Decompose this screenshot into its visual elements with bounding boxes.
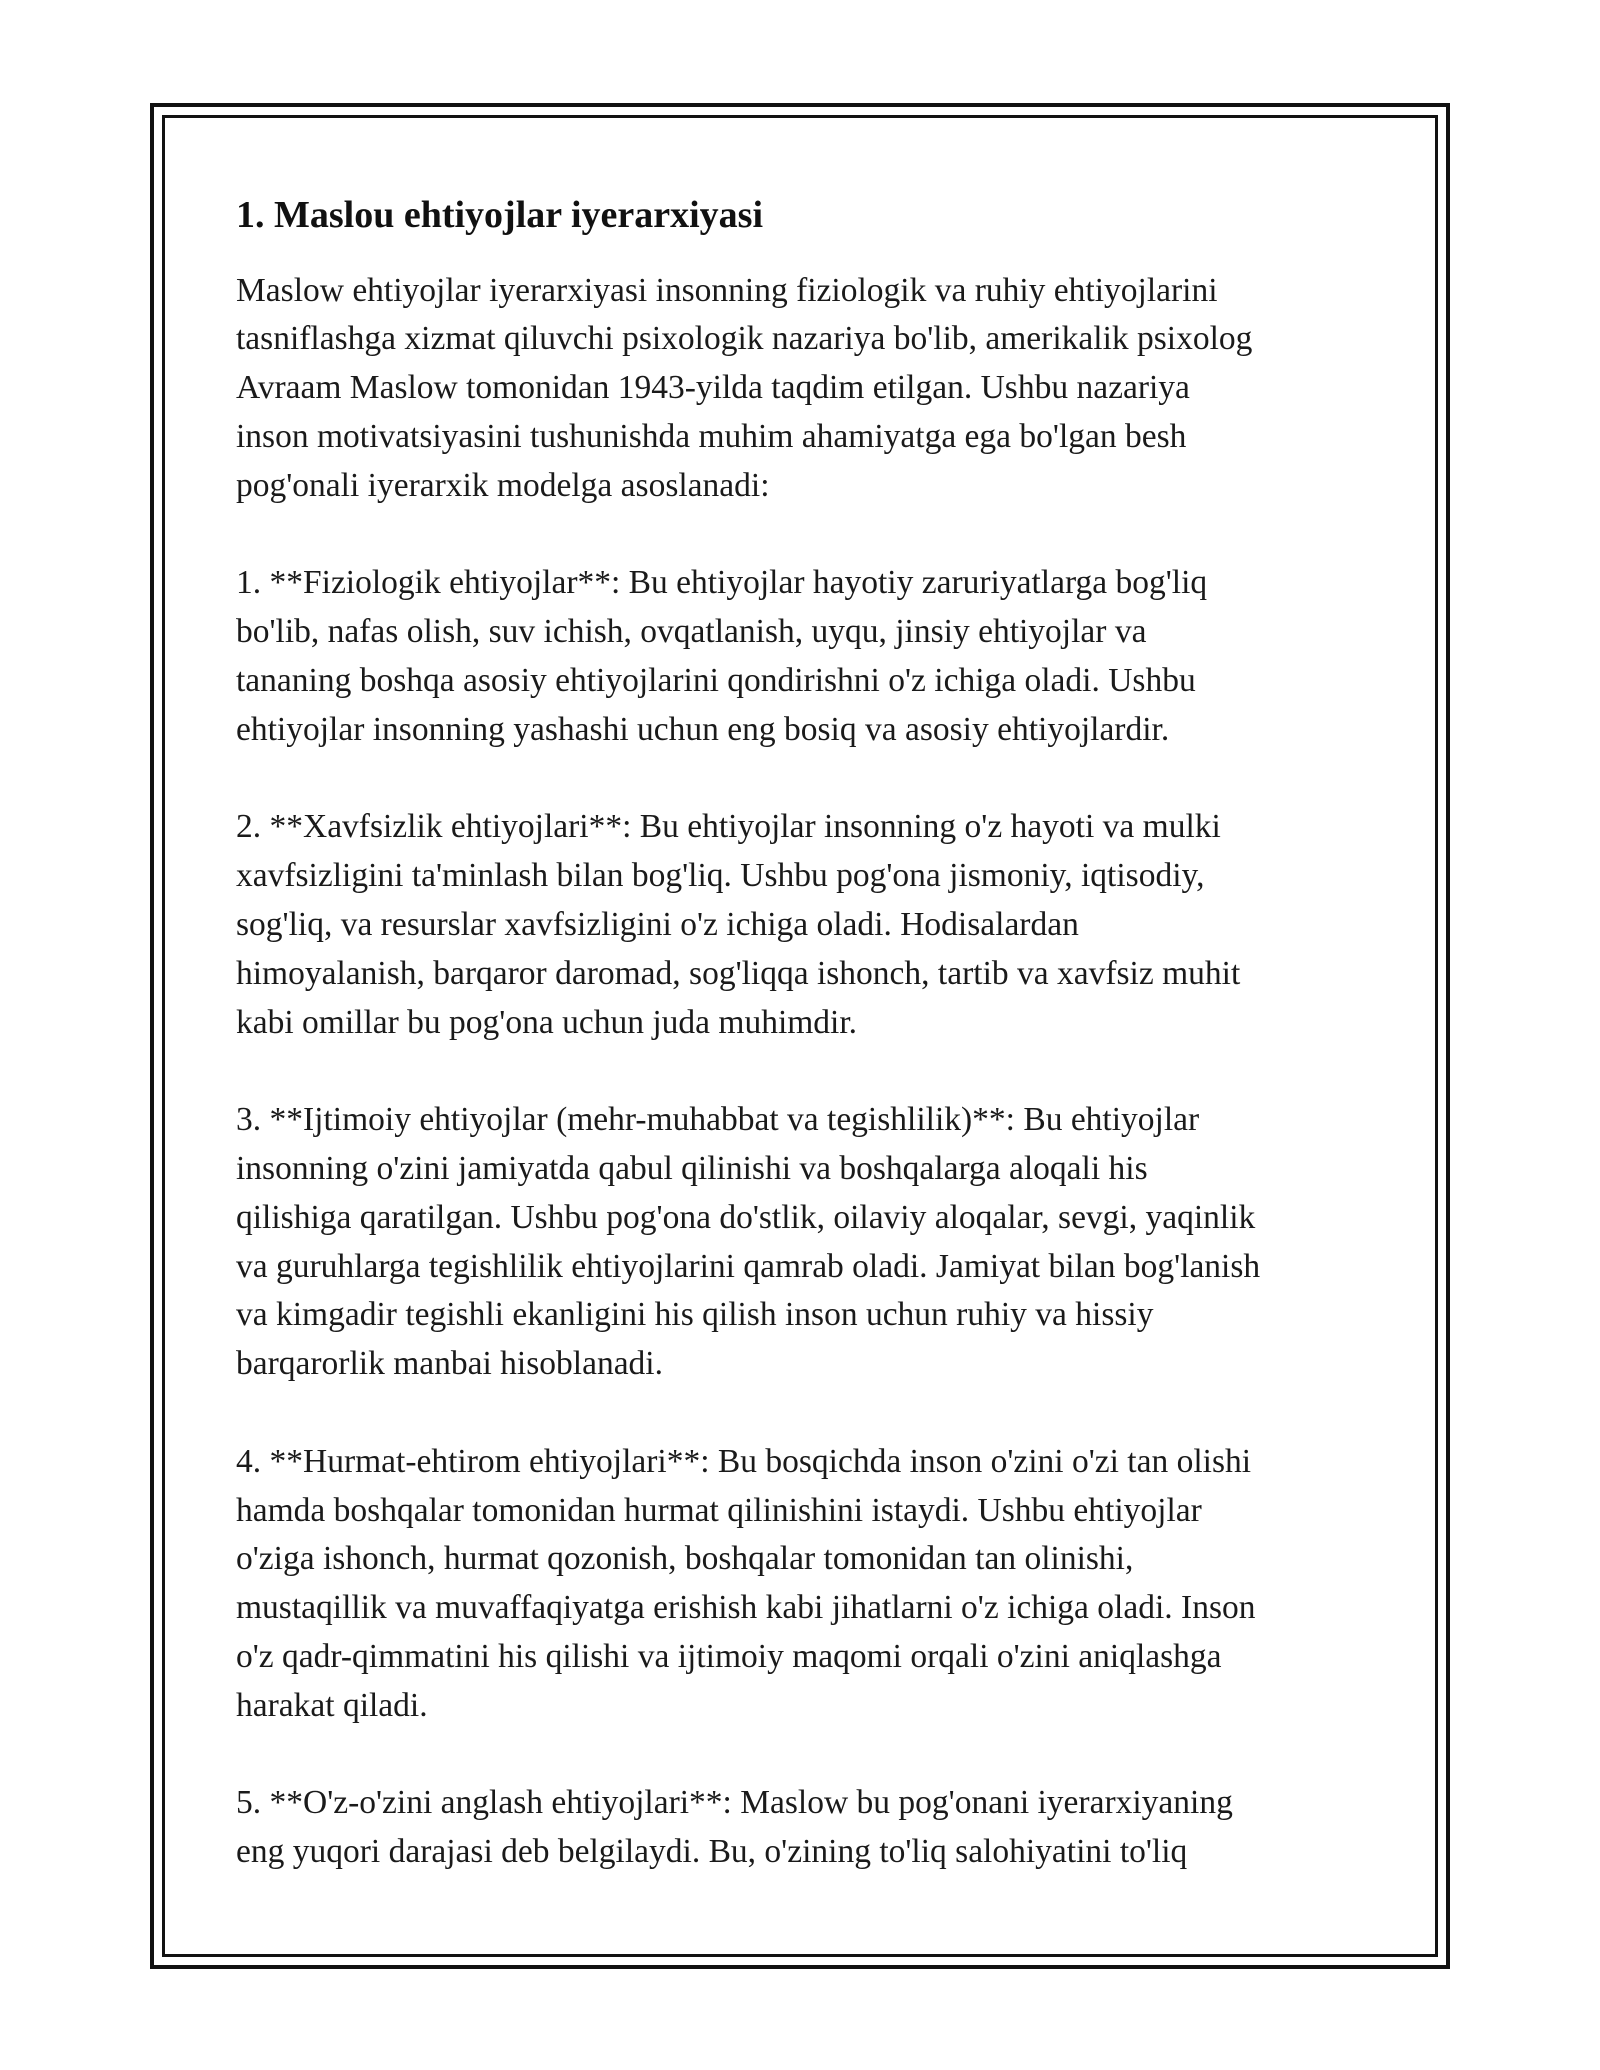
paragraph-line: pog'onali iyerarxik modelga asoslanadi:	[236, 466, 770, 504]
paragraph-line: tasniflashga xizmat qiluvchi psixologik nazariya bo'lib, amerikalik psixolog	[236, 320, 1253, 358]
paragraph-line: tananing boshqa asosiy ehtiyojlarini qondirishni o'z ichiga oladi. Ushbu	[236, 661, 1196, 699]
paragraph-list	[236, 267, 1376, 1877]
paragraph-line: inson motivatsiyasini tushunishda muhim ahamiyatga ega bo'lgan besh	[236, 417, 1187, 455]
paragraph-line: barqarorlik manbai hisoblanadi.	[236, 1345, 663, 1383]
document-body	[236, 185, 1376, 1877]
paragraph-line: eng yuqori darajasi deb belgilaydi. Bu, o'zining to'liq salohiyatini to'liq	[236, 1833, 1188, 1871]
paragraph-line: Maslow ehtiyojlar iyerarxiyasi insonning fiziologik va ruhiy ehtiyojlarini	[236, 271, 1218, 309]
paragraph-line: bo'lib, nafas olish, suv ichish, ovqatlanish, uyqu, jinsiy ehtiyojlar va	[236, 613, 1147, 651]
paragraph-3	[236, 803, 1376, 1047]
paragraph-line: 5. **O'z-o'zini anglash ehtiyojlari**: Maslow bu pog'onani iyerarxiyaning	[236, 1784, 1233, 1822]
paragraph-2	[236, 559, 1376, 754]
paragraph-line: xavfsizligini ta'minlash bilan bog'liq. Ushbu pog'ona jismoniy, iqtisodiy,	[236, 857, 1205, 895]
paragraph-line: 3. **Ijtimoiy ehtiyojlar (mehr-muhabbat va tegishlilik)**: Bu ehtiyojlar	[236, 1101, 1200, 1139]
paragraph-line: hamda boshqalar tomonidan hurmat qilinishini istaydi. Ushbu ehtiyojlar	[236, 1491, 1202, 1529]
paragraph-line: ehtiyojlar insonning yashashi uchun eng bosiq va asosiy ehtiyojlardir.	[236, 710, 1170, 748]
paragraph-4	[236, 1096, 1376, 1389]
section-heading: 1. Maslou ehtiyojlar iyerarxiyasi	[236, 194, 764, 236]
paragraph-1	[236, 267, 1376, 511]
paragraph-line: va guruhlarga tegishlilik ehtiyojlarini qamrab oladi. Jamiyat bilan bog'lanish	[236, 1247, 1261, 1285]
paragraph-line: 4. **Hurmat-ehtirom ehtiyojlari**: Bu bosqichda inson o'zini o'zi tan olishi	[236, 1442, 1252, 1480]
paragraph-line: Avraam Maslow tomonidan 1943-yilda taqdim etilgan. Ushbu nazariya	[236, 369, 1190, 407]
paragraph-line: sog'liq, va resurslar xavfsizligini o'z ichiga oladi. Hodisalardan	[236, 905, 1079, 943]
paragraph-6	[236, 1779, 1376, 1877]
paragraph-line: 2. **Xavfsizlik ehtiyojlari**: Bu ehtiyojlar insonning o'z hayoti va mulki	[236, 808, 1221, 846]
paragraph-line: kabi omillar bu pog'ona uchun juda muhimdir.	[236, 1003, 858, 1041]
paragraph-5	[236, 1438, 1376, 1731]
paragraph-line: va kimgadir tegishli ekanligini his qilish inson uchun ruhiy va hissiy	[236, 1296, 1154, 1334]
paragraph-line: mustaqillik va muvaffaqiyatga erishish kabi jihatlarni o'z ichiga oladi. Inson	[236, 1589, 1256, 1627]
paragraph-line: himoyalanish, barqaror daromad, sog'liqqa ishonch, tartib va xavfsiz muhit	[236, 954, 1241, 992]
paragraph-line: o'ziga ishonch, hurmat qozonish, boshqalar tomonidan tan olinishi,	[236, 1540, 1134, 1578]
paragraph-line: 1. **Fiziologik ehtiyojlar**: Bu ehtiyojlar hayotiy zaruriyatlarga bog'liq	[236, 564, 1208, 602]
paragraph-line: o'z qadr-qimmatini his qilishi va ijtimoiy maqomi orqali o'zini aniqlashga	[236, 1637, 1222, 1675]
paragraph-line: harakat qiladi.	[236, 1686, 428, 1724]
paragraph-line: insonning o'zini jamiyatda qabul qilinishi va boshqalarga aloqali his	[236, 1149, 1148, 1187]
paragraph-line: qilishiga qaratilgan. Ushbu pog'ona do'stlik, oilaviy aloqalar, sevgi, yaqinlik	[236, 1198, 1256, 1236]
